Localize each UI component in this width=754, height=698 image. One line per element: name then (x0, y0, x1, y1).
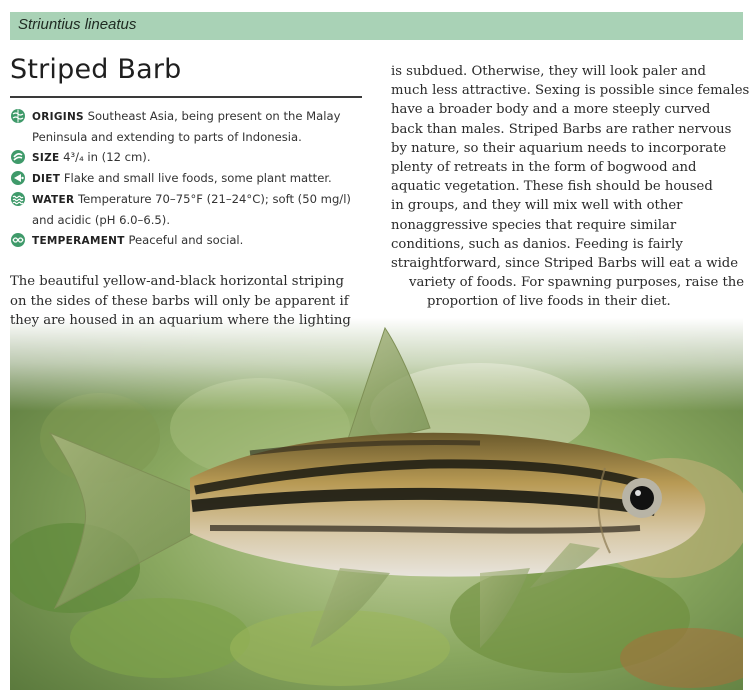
continuation-paragraph (391, 62, 750, 312)
text-line: proportion of live foods in their diet. (427, 294, 671, 310)
species-latin-name: Striuntius lineatus (18, 16, 137, 33)
text-line: have a broader body and a more steeply curved (391, 102, 711, 118)
text-line: nonaggressive species that require similar (391, 217, 677, 233)
intro-paragraph: The beautiful yellow-and-black horizontal striping on the sides of these barbs will only be apparent if they are housed in an aquarium where the lighting (10, 274, 351, 328)
text-line: much less attractive. Sexing is possible since females (391, 83, 750, 99)
fact-text: Southeast Asia, being present on the Malay Peninsula and extending to parts of Indonesia. (32, 109, 341, 144)
fact-list (10, 106, 362, 251)
fact-label: TEMPERAMENT (32, 235, 125, 247)
fact-label: ORIGINS (32, 111, 84, 123)
temperament-icon (10, 232, 26, 248)
fact-size (10, 147, 362, 168)
size-icon (10, 149, 26, 165)
fact-temperament (10, 230, 362, 251)
text-line: plenty of retreats in the form of bogwood and (391, 160, 697, 176)
fact-text: 4³/₄ in (12 cm). (63, 150, 151, 164)
fact-diet (10, 168, 362, 189)
diet-icon (10, 170, 26, 186)
text-line: conditions, such as danios. Feeding is fairly (391, 236, 683, 252)
text-line: straightforward, since Striped Barbs will eat a wide (391, 256, 739, 272)
fact-label: DIET (32, 173, 61, 185)
fact-origins (10, 106, 362, 147)
text-line: back than males. Striped Barbs are rather nervous (391, 121, 732, 137)
water-icon (10, 191, 26, 207)
fact-text: Temperature 70–75°F (21–24°C); soft (50 mg/l) and acidic (pH 6.0–6.5). (32, 192, 351, 227)
fact-label: SIZE (32, 152, 60, 164)
striped-barb-photo (10, 318, 743, 690)
fact-text: Peaceful and social. (128, 233, 244, 247)
text-line: by nature, so their aquarium needs to incorporate (391, 140, 727, 156)
fact-text: Flake and small live foods, some plant matter. (63, 171, 332, 185)
text-line: variety of foods. For spawning purposes, raise the (409, 275, 745, 291)
text-line: in groups, and they will mix well with other (391, 198, 683, 214)
fact-label: WATER (32, 194, 75, 206)
page-title: Striped Barb (10, 54, 182, 85)
species-header-bar (10, 12, 743, 40)
text-line: aquatic vegetation. These fish should be housed (391, 179, 713, 195)
text-line: is subdued. Otherwise, they will look paler and (391, 64, 706, 79)
fact-water (10, 189, 362, 230)
globe-icon (10, 108, 26, 124)
title-divider (10, 96, 362, 98)
